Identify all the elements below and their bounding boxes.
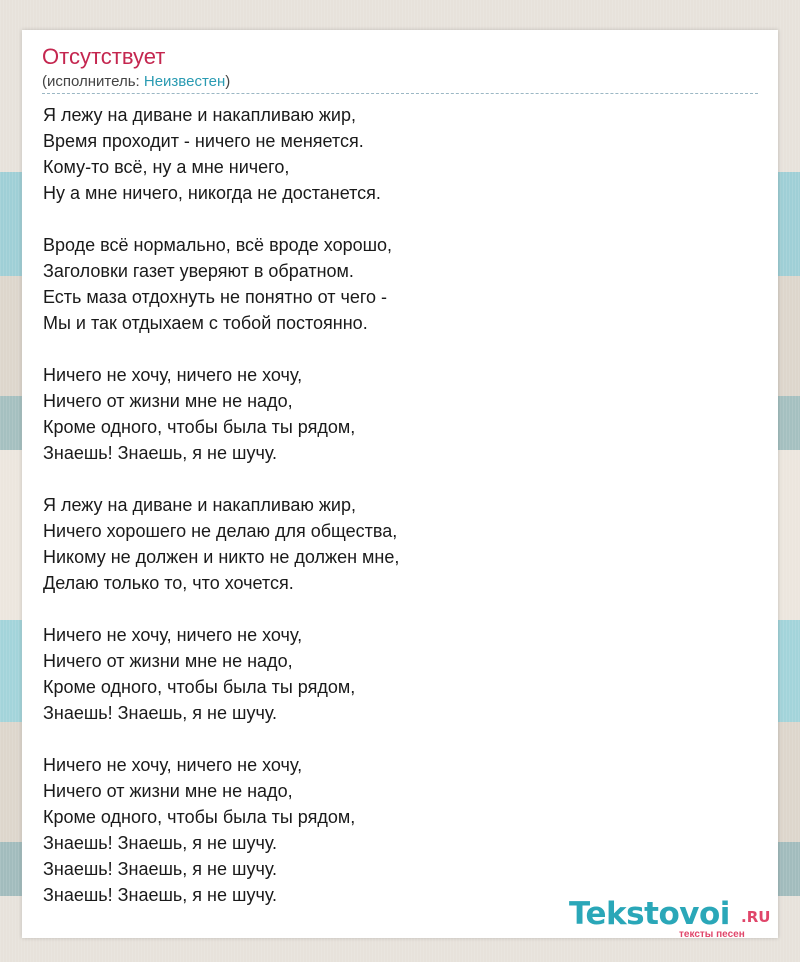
lyrics-line: Делаю только то, что хочется.	[43, 573, 294, 593]
lyrics-line: Ничего не хочу, ничего не хочу,	[43, 365, 303, 385]
lyrics-line: Кроме одного, чтобы была ты рядом,	[43, 677, 356, 697]
lyrics-line: Ничего от жизни мне не надо,	[43, 391, 293, 411]
artist-link[interactable]: Неизвестен	[143, 73, 226, 90]
lyrics-line: Ничего не хочу, ничего не хочу,	[43, 755, 303, 775]
lyrics-line: Кому-то всё, ну а мне ничего,	[43, 157, 290, 177]
artist-prefix: (исполнитель:	[42, 73, 144, 90]
lyrics-line: Знаешь! Знаешь, я не шучу.	[43, 885, 278, 905]
lyrics-text	[43, 102, 399, 934]
artist-line	[42, 72, 230, 92]
lyrics-card	[22, 30, 778, 938]
lyrics-line: Никому не должен и никто не должен мне,	[43, 547, 400, 567]
lyrics-line: Ничего от жизни мне не надо,	[43, 781, 293, 801]
logo-wordmark: Tekstovoi	[569, 896, 730, 932]
logo-tagline: тексты песен	[679, 929, 745, 940]
lyrics-line: Время проходит - ничего не меняется.	[43, 131, 364, 151]
lyrics-line: Мы и так отдыхаем с тобой постоянно.	[43, 313, 368, 333]
lyrics-stanza	[43, 622, 399, 726]
lyrics-line: Ничего хорошего не делаю для общества,	[43, 521, 398, 541]
lyrics-stanza	[43, 362, 399, 466]
lyrics-line: Ничего не хочу, ничего не хочу,	[43, 625, 303, 645]
lyrics-stanza	[43, 232, 399, 336]
title-divider	[42, 93, 758, 94]
lyrics-stanza	[43, 102, 399, 206]
site-logo[interactable]	[569, 896, 779, 940]
lyrics-stanza	[43, 752, 399, 908]
artist-suffix: )	[225, 73, 231, 90]
lyrics-line: Вроде всё нормально, всё вроде хорошо,	[43, 235, 393, 255]
lyrics-line: Знаешь! Знаешь, я не шучу.	[43, 859, 278, 879]
logo-tld: .RU	[741, 908, 771, 926]
lyrics-line: Я лежу на диване и накапливаю жир,	[43, 495, 356, 515]
lyrics-line: Ничего от жизни мне не надо,	[43, 651, 293, 671]
lyrics-line: Знаешь! Знаешь, я не шучу.	[43, 833, 278, 853]
lyrics-line: Заголовки газет уверяют в обратном.	[43, 261, 354, 281]
lyrics-line: Я лежу на диване и накапливаю жир,	[43, 105, 356, 125]
lyrics-line: Ну а мне ничего, никогда не достанется.	[43, 183, 381, 203]
song-title: Отсутствует	[42, 44, 166, 69]
lyrics-line: Кроме одного, чтобы была ты рядом,	[43, 807, 356, 827]
lyrics-line: Знаешь! Знаешь, я не шучу.	[43, 443, 278, 463]
lyrics-stanza	[43, 492, 399, 596]
lyrics-line: Кроме одного, чтобы была ты рядом,	[43, 417, 356, 437]
lyrics-line: Есть маза отдохнуть не понятно от чего -	[43, 287, 388, 307]
lyrics-line: Знаешь! Знаешь, я не шучу.	[43, 703, 278, 723]
